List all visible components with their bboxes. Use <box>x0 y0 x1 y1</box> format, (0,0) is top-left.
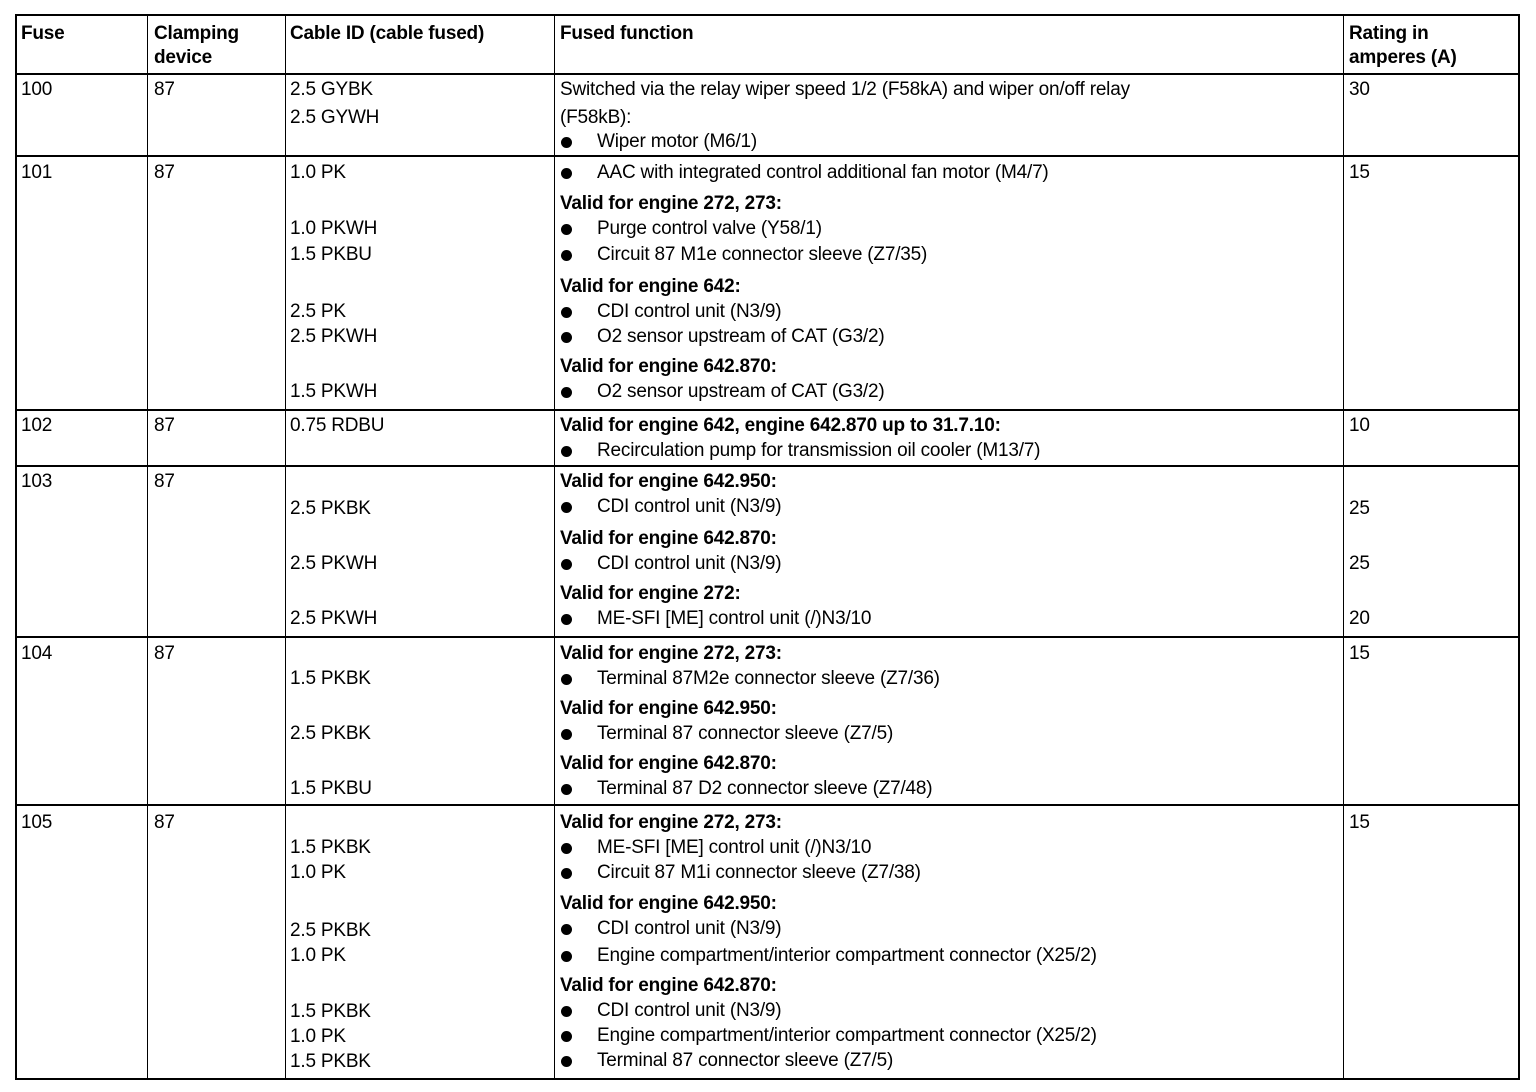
rating-value: 10 <box>1349 415 1370 436</box>
bullet-icon <box>561 843 572 854</box>
cable-id: 1.5 PKBK <box>290 1051 371 1072</box>
cable-id: 1.0 PKWH <box>290 218 378 239</box>
function-item: Engine compartment/interior compartment connector (X25/2) <box>597 945 1097 966</box>
bullet-icon <box>561 137 572 148</box>
fuse-number: 103 <box>21 471 53 492</box>
cable-id: 1.0 PK <box>290 162 346 183</box>
fuse-number: 105 <box>21 812 53 833</box>
clamping-device: 87 <box>154 643 175 664</box>
header-clamping-line1: Clamping <box>154 23 239 44</box>
cable-id: 1.0 PK <box>290 1026 346 1047</box>
bullet-icon <box>561 1031 572 1042</box>
bullet-icon <box>561 1056 572 1067</box>
function-item: O2 sensor upstream of CAT (G3/2) <box>597 381 885 402</box>
clamping-device: 87 <box>154 812 175 833</box>
row-divider <box>17 804 1518 806</box>
header-fuse: Fuse <box>21 23 65 44</box>
engine-heading: Valid for engine 272, 273: <box>560 193 782 214</box>
function-item: Engine compartment/interior compartment connector (X25/2) <box>597 1025 1097 1046</box>
header-rating-line2: amperes (A) <box>1349 47 1457 68</box>
cable-id: 1.5 PKBK <box>290 837 371 858</box>
column-divider <box>285 16 286 1078</box>
engine-heading: Valid for engine 642.870: <box>560 356 777 377</box>
rating-value: 25 <box>1349 553 1370 574</box>
bullet-icon <box>561 332 572 343</box>
row-divider <box>17 73 1518 75</box>
cable-id: 2.5 GYBK <box>290 79 373 100</box>
bullet-icon <box>561 559 572 570</box>
fuse-number: 101 <box>21 162 53 183</box>
engine-heading: Valid for engine 272: <box>560 583 741 604</box>
bullet-icon <box>561 614 572 625</box>
bullet-icon <box>561 387 572 398</box>
cable-id: 1.5 PKBU <box>290 244 372 265</box>
rating-value: 15 <box>1349 162 1370 183</box>
cable-id: 2.5 PKBK <box>290 920 371 941</box>
function-item: Circuit 87 M1e connector sleeve (Z7/35) <box>597 244 928 265</box>
function-text: Switched via the relay wiper speed 1/2 (F58kA) and wiper on/off relay <box>560 79 1130 100</box>
bullet-icon <box>561 1006 572 1017</box>
clamping-device: 87 <box>154 471 175 492</box>
row-divider <box>17 636 1518 638</box>
function-item: CDI control unit (N3/9) <box>597 301 782 322</box>
function-item: CDI control unit (N3/9) <box>597 496 782 517</box>
rating-value: 20 <box>1349 608 1370 629</box>
function-item: ME-SFI [ME] control unit (/)N3/10 <box>597 608 872 629</box>
bullet-icon <box>561 924 572 935</box>
header-rating-line1: Rating in <box>1349 23 1429 44</box>
engine-heading: Valid for engine 642.950: <box>560 893 777 914</box>
cable-id: 2.5 PKWH <box>290 553 378 574</box>
row-divider <box>17 465 1518 467</box>
header-cable-id: Cable ID (cable fused) <box>290 23 485 44</box>
function-item: CDI control unit (N3/9) <box>597 1000 782 1021</box>
bullet-icon <box>561 502 572 513</box>
engine-heading: Valid for engine 642.950: <box>560 698 777 719</box>
cable-id: 2.5 PKWH <box>290 608 378 629</box>
cable-id: 1.0 PK <box>290 945 346 966</box>
header-clamping-line2: device <box>154 47 212 68</box>
row-divider <box>17 409 1518 411</box>
bullet-icon <box>561 868 572 879</box>
column-divider <box>554 16 555 1078</box>
engine-heading: Valid for engine 642, engine 642.870 up to 31.7.10: <box>560 415 1001 436</box>
bullet-icon <box>561 446 572 457</box>
column-divider <box>1343 16 1344 1078</box>
bullet-icon <box>561 674 572 685</box>
rating-value: 25 <box>1349 498 1370 519</box>
function-item: Terminal 87 connector sleeve (Z7/5) <box>597 723 894 744</box>
function-item: CDI control unit (N3/9) <box>597 553 782 574</box>
cable-id: 1.5 PKBK <box>290 668 371 689</box>
bullet-icon <box>561 250 572 261</box>
fuse-table <box>15 14 1520 1080</box>
cable-id: 1.0 PK <box>290 862 346 883</box>
bullet-icon <box>561 951 572 962</box>
function-item: Terminal 87M2e connector sleeve (Z7/36) <box>597 668 940 689</box>
function-item: Purge control valve (Y58/1) <box>597 218 822 239</box>
cable-id: 2.5 GYWH <box>290 107 380 128</box>
fuse-number: 102 <box>21 415 53 436</box>
function-item: Recirculation pump for transmission oil cooler (M13/7) <box>597 440 1041 461</box>
function-item: Circuit 87 M1i connector sleeve (Z7/38) <box>597 862 921 883</box>
cable-id: 1.5 PKWH <box>290 381 378 402</box>
bullet-icon <box>561 224 572 235</box>
engine-heading: Valid for engine 642.870: <box>560 528 777 549</box>
function-item: Terminal 87 D2 connector sleeve (Z7/48) <box>597 778 933 799</box>
column-divider <box>147 16 148 1078</box>
rating-value: 15 <box>1349 812 1370 833</box>
engine-heading: Valid for engine 642.950: <box>560 471 777 492</box>
cable-id: 2.5 PKWH <box>290 326 378 347</box>
function-text: (F58kB): <box>560 107 632 128</box>
bullet-icon <box>561 729 572 740</box>
function-item: CDI control unit (N3/9) <box>597 918 782 939</box>
row-divider <box>17 155 1518 157</box>
cable-id: 0.75 RDBU <box>290 415 385 436</box>
bullet-icon <box>561 307 572 318</box>
cable-id: 1.5 PKBK <box>290 1001 371 1022</box>
cable-id: 2.5 PK <box>290 301 346 322</box>
engine-heading: Valid for engine 642.870: <box>560 753 777 774</box>
clamping-device: 87 <box>154 79 175 100</box>
engine-heading: Valid for engine 272, 273: <box>560 812 782 833</box>
function-item: AAC with integrated control additional fan motor (M4/7) <box>597 162 1049 183</box>
rating-value: 15 <box>1349 643 1370 664</box>
cable-id: 2.5 PKBK <box>290 498 371 519</box>
header-fused-function: Fused function <box>560 23 694 44</box>
function-item: Wiper motor (M6/1) <box>597 131 758 152</box>
cable-id: 1.5 PKBU <box>290 778 372 799</box>
rating-value: 30 <box>1349 79 1370 100</box>
engine-heading: Valid for engine 642.870: <box>560 975 777 996</box>
fuse-number: 104 <box>21 643 53 664</box>
bullet-icon <box>561 784 572 795</box>
fuse-number: 100 <box>21 79 53 100</box>
clamping-device: 87 <box>154 415 175 436</box>
function-item: Terminal 87 connector sleeve (Z7/5) <box>597 1050 894 1071</box>
cable-id: 2.5 PKBK <box>290 723 371 744</box>
clamping-device: 87 <box>154 162 175 183</box>
bullet-icon <box>561 168 572 179</box>
engine-heading: Valid for engine 272, 273: <box>560 643 782 664</box>
engine-heading: Valid for engine 642: <box>560 276 741 297</box>
function-item: O2 sensor upstream of CAT (G3/2) <box>597 326 885 347</box>
function-item: ME-SFI [ME] control unit (/)N3/10 <box>597 837 872 858</box>
